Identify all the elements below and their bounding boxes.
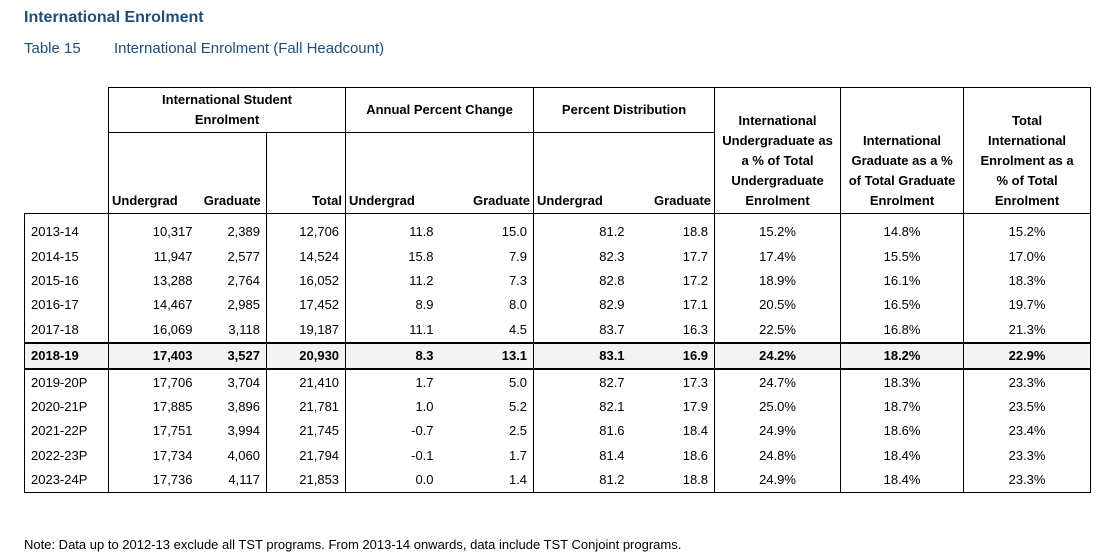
cell-pct-ug: 17.4% — [715, 244, 841, 268]
table-row — [25, 269, 1091, 293]
cell-dist-ug: 82.7 — [534, 369, 631, 394]
cell-dist-grad: 16.3 — [631, 318, 715, 343]
cell-grad: 3,994 — [199, 419, 267, 443]
cell-ug: 13,288 — [109, 269, 199, 293]
cell-chg-ug: 11.1 — [346, 318, 440, 343]
table-caption — [24, 40, 384, 57]
cell-chg-ug: 8.3 — [346, 343, 440, 369]
cell-dist-ug: 81.6 — [534, 419, 631, 443]
cell-chg-grad: 2.5 — [440, 419, 534, 443]
header-intl-ug-pct: International Undergraduate as a % of Total Undergraduate Enrolment — [715, 88, 841, 214]
cell-total: 16,052 — [267, 269, 346, 293]
cell-dist-ug: 83.1 — [534, 343, 631, 369]
cell-chg-ug: 0.0 — [346, 468, 440, 493]
cell-chg-ug: 1.0 — [346, 395, 440, 419]
cell-year: 2019-20P — [25, 369, 109, 394]
cell-dist-ug: 82.3 — [534, 244, 631, 268]
cell-year: 2022-23P — [25, 444, 109, 468]
cell-dist-grad: 17.2 — [631, 269, 715, 293]
table-row — [25, 444, 1091, 468]
cell-chg-ug: -0.7 — [346, 419, 440, 443]
cell-grad: 2,389 — [199, 214, 267, 245]
cell-pct-total: 23.4% — [964, 419, 1091, 443]
footnote: Note: Data up to 2012-13 exclude all TST programs. From 2013-14 onwards, data include TST Conjoint programs. — [24, 537, 682, 552]
header-group-student: International Student Enrolment — [109, 88, 346, 133]
header-enrol-graduate: Graduate — [199, 133, 267, 214]
cell-pct-total: 18.3% — [964, 269, 1091, 293]
cell-total: 19,187 — [267, 318, 346, 343]
cell-grad: 2,985 — [199, 293, 267, 317]
cell-pct-ug: 25.0% — [715, 395, 841, 419]
cell-pct-total: 23.3% — [964, 369, 1091, 394]
cell-grad: 3,704 — [199, 369, 267, 394]
cell-ug: 17,736 — [109, 468, 199, 493]
cell-chg-ug: -0.1 — [346, 444, 440, 468]
table-row — [25, 244, 1091, 268]
cell-grad: 2,764 — [199, 269, 267, 293]
cell-total: 21,853 — [267, 468, 346, 493]
cell-ug: 14,467 — [109, 293, 199, 317]
cell-pct-grad: 18.6% — [841, 419, 964, 443]
cell-pct-ug: 18.9% — [715, 269, 841, 293]
cell-dist-grad: 17.9 — [631, 395, 715, 419]
cell-year: 2013-14 — [25, 214, 109, 245]
header-group-change: Annual Percent Change — [346, 88, 534, 133]
header-group-distribution: Percent Distribution — [534, 88, 715, 133]
cell-year: 2021-22P — [25, 419, 109, 443]
cell-pct-ug: 24.7% — [715, 369, 841, 394]
cell-pct-ug: 24.9% — [715, 468, 841, 493]
cell-total: 17,452 — [267, 293, 346, 317]
cell-ug: 17,885 — [109, 395, 199, 419]
cell-pct-ug: 15.2% — [715, 214, 841, 245]
cell-ug: 17,403 — [109, 343, 199, 369]
table-row — [25, 214, 1091, 245]
cell-chg-grad: 4.5 — [440, 318, 534, 343]
cell-total: 21,794 — [267, 444, 346, 468]
cell-pct-total: 15.2% — [964, 214, 1091, 245]
cell-chg-grad: 7.9 — [440, 244, 534, 268]
cell-chg-grad: 5.2 — [440, 395, 534, 419]
cell-dist-grad: 17.1 — [631, 293, 715, 317]
cell-grad: 3,118 — [199, 318, 267, 343]
table-number: Table 15 — [24, 40, 81, 57]
cell-pct-total: 21.3% — [964, 318, 1091, 343]
cell-ug: 11,947 — [109, 244, 199, 268]
cell-chg-grad: 1.7 — [440, 444, 534, 468]
cell-chg-ug: 1.7 — [346, 369, 440, 394]
cell-total: 21,781 — [267, 395, 346, 419]
cell-dist-ug: 83.7 — [534, 318, 631, 343]
table-row — [25, 318, 1091, 343]
cell-ug: 17,751 — [109, 419, 199, 443]
cell-pct-ug: 20.5% — [715, 293, 841, 317]
cell-grad: 2,577 — [199, 244, 267, 268]
cell-year: 2015-16 — [25, 269, 109, 293]
cell-pct-grad: 18.4% — [841, 468, 964, 493]
header-enrol-total: Total — [267, 133, 346, 214]
header-dist-undergrad: Undergrad — [534, 133, 631, 214]
cell-grad: 3,527 — [199, 343, 267, 369]
table-row — [25, 419, 1091, 443]
cell-total: 21,745 — [267, 419, 346, 443]
header-change-graduate: Graduate — [440, 133, 534, 214]
cell-chg-grad: 13.1 — [440, 343, 534, 369]
cell-dist-ug: 82.9 — [534, 293, 631, 317]
cell-ug: 17,734 — [109, 444, 199, 468]
cell-total: 21,410 — [267, 369, 346, 394]
table-row — [25, 395, 1091, 419]
table-row — [25, 369, 1091, 394]
cell-pct-grad: 18.3% — [841, 369, 964, 394]
cell-dist-ug: 81.4 — [534, 444, 631, 468]
table-body — [25, 214, 1091, 493]
header-change-undergrad: Undergrad — [346, 133, 440, 214]
cell-pct-grad: 16.1% — [841, 269, 964, 293]
cell-pct-grad: 16.8% — [841, 318, 964, 343]
cell-dist-grad: 16.9 — [631, 343, 715, 369]
cell-grad: 4,060 — [199, 444, 267, 468]
cell-total: 14,524 — [267, 244, 346, 268]
cell-year: 2016-17 — [25, 293, 109, 317]
cell-chg-grad: 15.0 — [440, 214, 534, 245]
cell-pct-grad: 18.7% — [841, 395, 964, 419]
cell-chg-ug: 11.2 — [346, 269, 440, 293]
cell-dist-ug: 82.1 — [534, 395, 631, 419]
cell-chg-grad: 8.0 — [440, 293, 534, 317]
header-dist-graduate: Graduate — [631, 133, 715, 214]
page-heading: International Enrolment — [24, 9, 204, 26]
cell-year: 2023-24P — [25, 468, 109, 493]
table-title: International Enrolment (Fall Headcount) — [114, 40, 385, 57]
cell-dist-ug: 81.2 — [534, 468, 631, 493]
cell-dist-grad: 17.7 — [631, 244, 715, 268]
cell-dist-grad: 18.8 — [631, 214, 715, 245]
cell-pct-grad: 15.5% — [841, 244, 964, 268]
cell-chg-ug: 15.8 — [346, 244, 440, 268]
cell-pct-total: 19.7% — [964, 293, 1091, 317]
cell-chg-ug: 11.8 — [346, 214, 440, 245]
cell-year: 2020-21P — [25, 395, 109, 419]
cell-pct-grad: 18.4% — [841, 444, 964, 468]
cell-dist-grad: 18.4 — [631, 419, 715, 443]
cell-pct-total: 22.9% — [964, 343, 1091, 369]
cell-pct-ug: 22.5% — [715, 318, 841, 343]
cell-pct-ug: 24.8% — [715, 444, 841, 468]
cell-chg-grad: 5.0 — [440, 369, 534, 394]
header-enrol-undergrad: Undergrad — [109, 133, 199, 214]
cell-dist-grad: 17.3 — [631, 369, 715, 394]
cell-dist-ug: 82.8 — [534, 269, 631, 293]
cell-pct-ug: 24.2% — [715, 343, 841, 369]
cell-pct-grad: 14.8% — [841, 214, 964, 245]
cell-total: 12,706 — [267, 214, 346, 245]
table-row — [25, 468, 1091, 493]
enrolment-table — [24, 87, 1091, 493]
cell-total: 20,930 — [267, 343, 346, 369]
cell-year: 2014-15 — [25, 244, 109, 268]
cell-chg-grad: 7.3 — [440, 269, 534, 293]
cell-grad: 3,896 — [199, 395, 267, 419]
cell-ug: 17,706 — [109, 369, 199, 394]
cell-ug: 16,069 — [109, 318, 199, 343]
cell-pct-total: 23.3% — [964, 468, 1091, 493]
table-row — [25, 343, 1091, 369]
cell-chg-grad: 1.4 — [440, 468, 534, 493]
cell-pct-grad: 18.2% — [841, 343, 964, 369]
cell-pct-total: 23.5% — [964, 395, 1091, 419]
cell-year: 2018-19 — [25, 343, 109, 369]
cell-pct-ug: 24.9% — [715, 419, 841, 443]
header-total-intl-pct: Total International Enrolment as a % of Total Enrolment — [964, 88, 1091, 214]
cell-pct-grad: 16.5% — [841, 293, 964, 317]
table-row — [25, 293, 1091, 317]
cell-pct-total: 17.0% — [964, 244, 1091, 268]
cell-dist-ug: 81.2 — [534, 214, 631, 245]
cell-grad: 4,117 — [199, 468, 267, 493]
cell-dist-grad: 18.8 — [631, 468, 715, 493]
cell-ug: 10,317 — [109, 214, 199, 245]
header-corner — [25, 88, 109, 214]
cell-pct-total: 23.3% — [964, 444, 1091, 468]
cell-dist-grad: 18.6 — [631, 444, 715, 468]
cell-chg-ug: 8.9 — [346, 293, 440, 317]
header-intl-grad-pct: International Graduate as a % of Total Graduate Enrolment — [841, 88, 964, 214]
cell-year: 2017-18 — [25, 318, 109, 343]
